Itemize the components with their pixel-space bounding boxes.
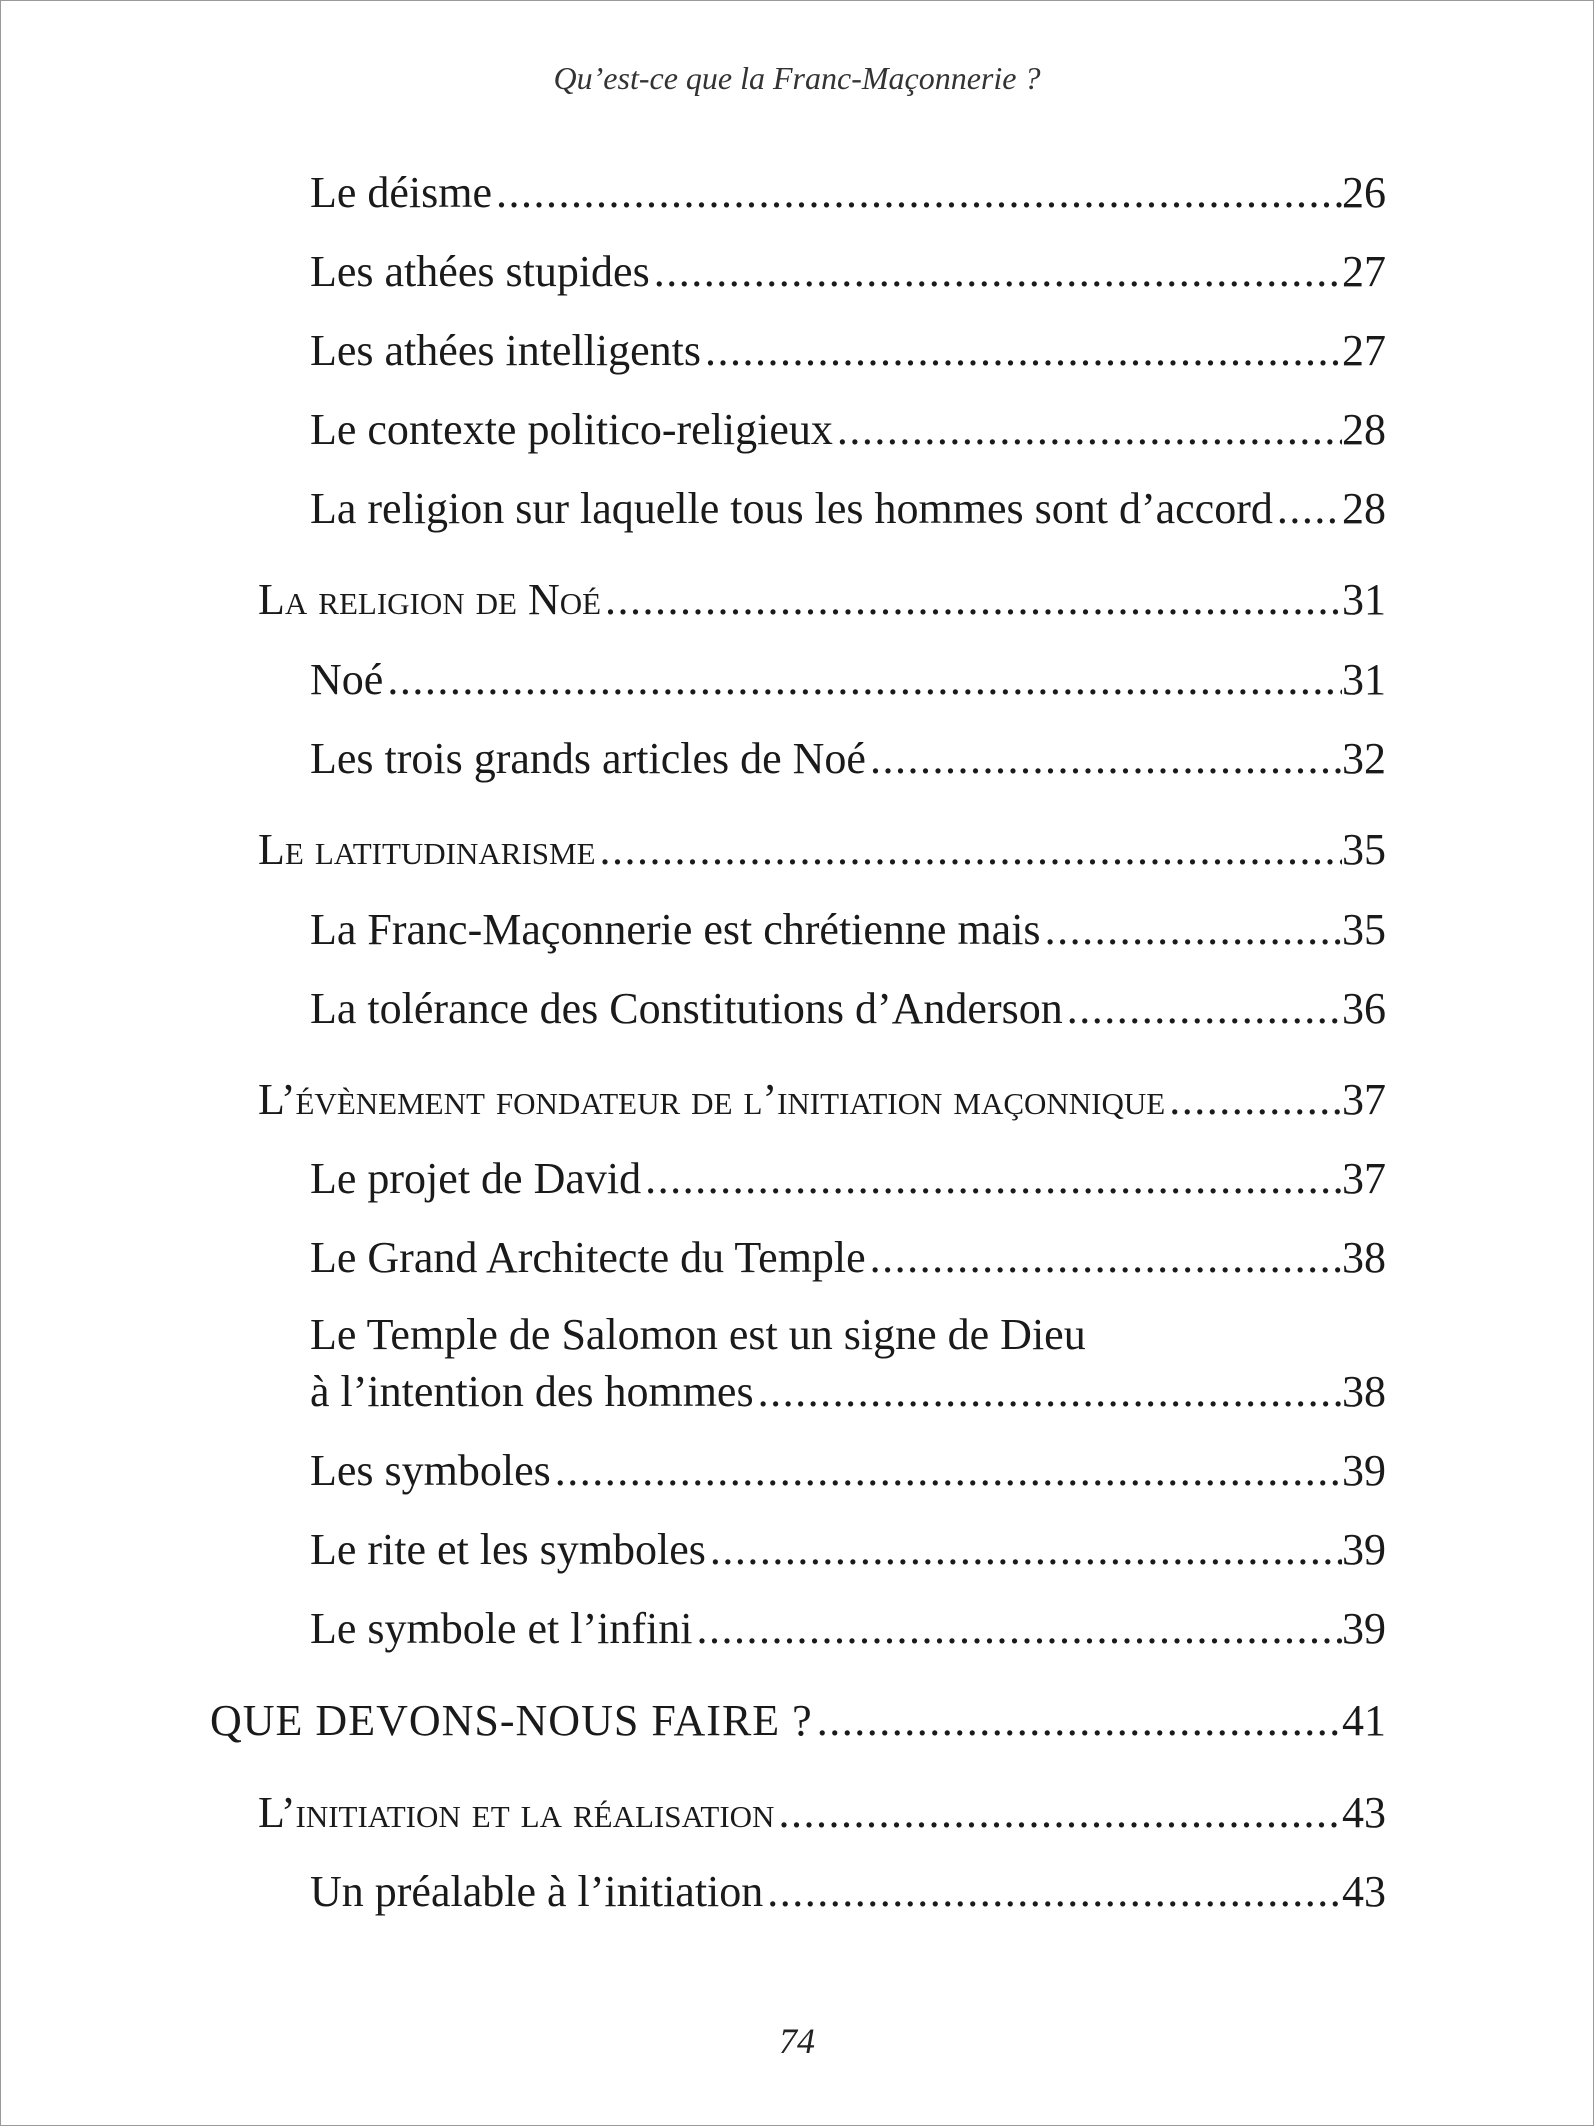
dot-leader [492,165,1342,221]
toc-entry-page: 31 [1342,655,1386,704]
dot-leader [754,1364,1342,1420]
toc-entry[interactable] [0,731,1594,787]
toc-entry-page: 28 [1342,484,1386,533]
toc-entry[interactable] [0,402,1594,458]
toc-entry[interactable] [0,244,1594,300]
toc-entry-page: 39 [1342,1604,1386,1653]
toc-entry-title: La tolérance des Constitutions d’Anderson [310,984,1063,1033]
dot-leader [763,1864,1342,1920]
toc-entry[interactable] [0,1864,1594,1920]
toc-entry-page: 37 [1342,1075,1386,1124]
toc-entry-title: Le déisme [310,168,493,217]
dot-leader [706,1522,1342,1578]
toc-entry-title: Le projet de David [310,1154,642,1203]
toc-entry-page: 35 [1342,905,1386,954]
dot-leader [551,1443,1342,1499]
dot-leader [1273,481,1342,537]
toc-entry-page: 35 [1342,825,1386,874]
dot-leader [650,244,1342,300]
toc-entry-page: 31 [1342,575,1386,624]
toc-entry-page: 43 [1342,1867,1386,1916]
toc-section-title: La religion de Noé [258,575,602,624]
toc-entry-title: Le Grand Architecte du Temple [310,1233,866,1282]
dot-leader [383,652,1342,708]
toc-entry[interactable] [0,652,1594,708]
dot-leader [641,1151,1342,1207]
toc-entry[interactable] [0,1601,1594,1657]
toc-entry-title: La religion sur laquelle tous les hommes sont d’accord [310,484,1273,533]
toc-section-entry[interactable] [0,1785,1594,1841]
dot-leader [1063,981,1342,1037]
toc-entry[interactable] [0,1151,1594,1207]
dot-leader [866,731,1342,787]
toc-entry-page: 38 [1342,1233,1386,1282]
toc-entry-page: 36 [1342,984,1386,1033]
dot-leader [774,1785,1342,1841]
toc-entry-page: 37 [1342,1154,1386,1203]
dot-leader [692,1601,1342,1657]
toc-entry-title: La Franc-Maçonnerie est chrétienne mais [310,905,1041,954]
toc-entry-page: 28 [1342,405,1386,454]
toc-section-title: Le latitudinarisme [258,825,596,874]
dot-leader [701,323,1342,379]
toc-entry[interactable] [0,481,1594,537]
toc-entry-title: Le rite et les symboles [310,1525,706,1574]
toc-entry-title: Un préalable à l’initiation [310,1867,764,1916]
toc-entry-page: 39 [1342,1525,1386,1574]
dot-leader [813,1693,1342,1749]
toc-entry-title: Les trois grands articles de Noé [310,734,866,783]
toc-entry-page: 43 [1342,1788,1386,1837]
running-header: Qu’est-ce que la Franc-Maçonnerie ? [553,60,1041,96]
dot-leader [596,822,1342,878]
toc-section-entry[interactable] [0,1072,1594,1128]
toc-entry[interactable] [0,1522,1594,1578]
toc-chapter-entry[interactable] [0,1693,1594,1749]
toc-entry-title-first-line: Le Temple de Salomon est un signe de Dieu [310,1310,1086,1359]
toc-entry[interactable] [0,902,1594,958]
toc-entry-page: 38 [1342,1367,1386,1416]
toc-entry-title: Le contexte politico-religieux [310,405,833,454]
toc-entry[interactable] [0,981,1594,1037]
toc-section-entry[interactable] [0,822,1594,878]
toc-entry[interactable] [0,323,1594,379]
toc-entry-page: 27 [1342,326,1386,375]
dot-leader [601,572,1342,628]
dot-leader [1165,1072,1342,1128]
toc-entry-title: Les symboles [310,1446,551,1495]
toc-entry-title: Les athées stupides [310,247,650,296]
toc-entry-title: Noé [310,655,384,704]
toc-entry-title: Les athées intelligents [310,326,701,375]
toc-section-entry[interactable] [0,572,1594,628]
toc-entry-page: 41 [1342,1696,1386,1745]
toc-entry[interactable] [0,1310,1594,1420]
toc-entry-page: 32 [1342,734,1386,783]
toc-entry[interactable] [0,165,1594,221]
toc-entry-title: Le symbole et l’infini [310,1604,693,1653]
dot-leader [1041,902,1342,958]
dot-leader [866,1230,1342,1286]
toc-section-title: L’initiation et la réalisation [258,1788,775,1837]
toc-chapter-title: QUE DEVONS-NOUS FAIRE ? [210,1696,813,1745]
toc-entry-page: 39 [1342,1446,1386,1495]
toc-entry-page: 27 [1342,247,1386,296]
dot-leader [833,402,1342,458]
toc-entry[interactable] [0,1230,1594,1286]
toc-section-title: L’évènement fondateur de l’initiation maçonnique [258,1075,1166,1124]
toc-entry-page: 26 [1342,168,1386,217]
toc-entry[interactable] [0,1443,1594,1499]
page-number: 74 [779,2021,815,2061]
toc-entry-title: à l’intention des hommes [310,1367,754,1416]
